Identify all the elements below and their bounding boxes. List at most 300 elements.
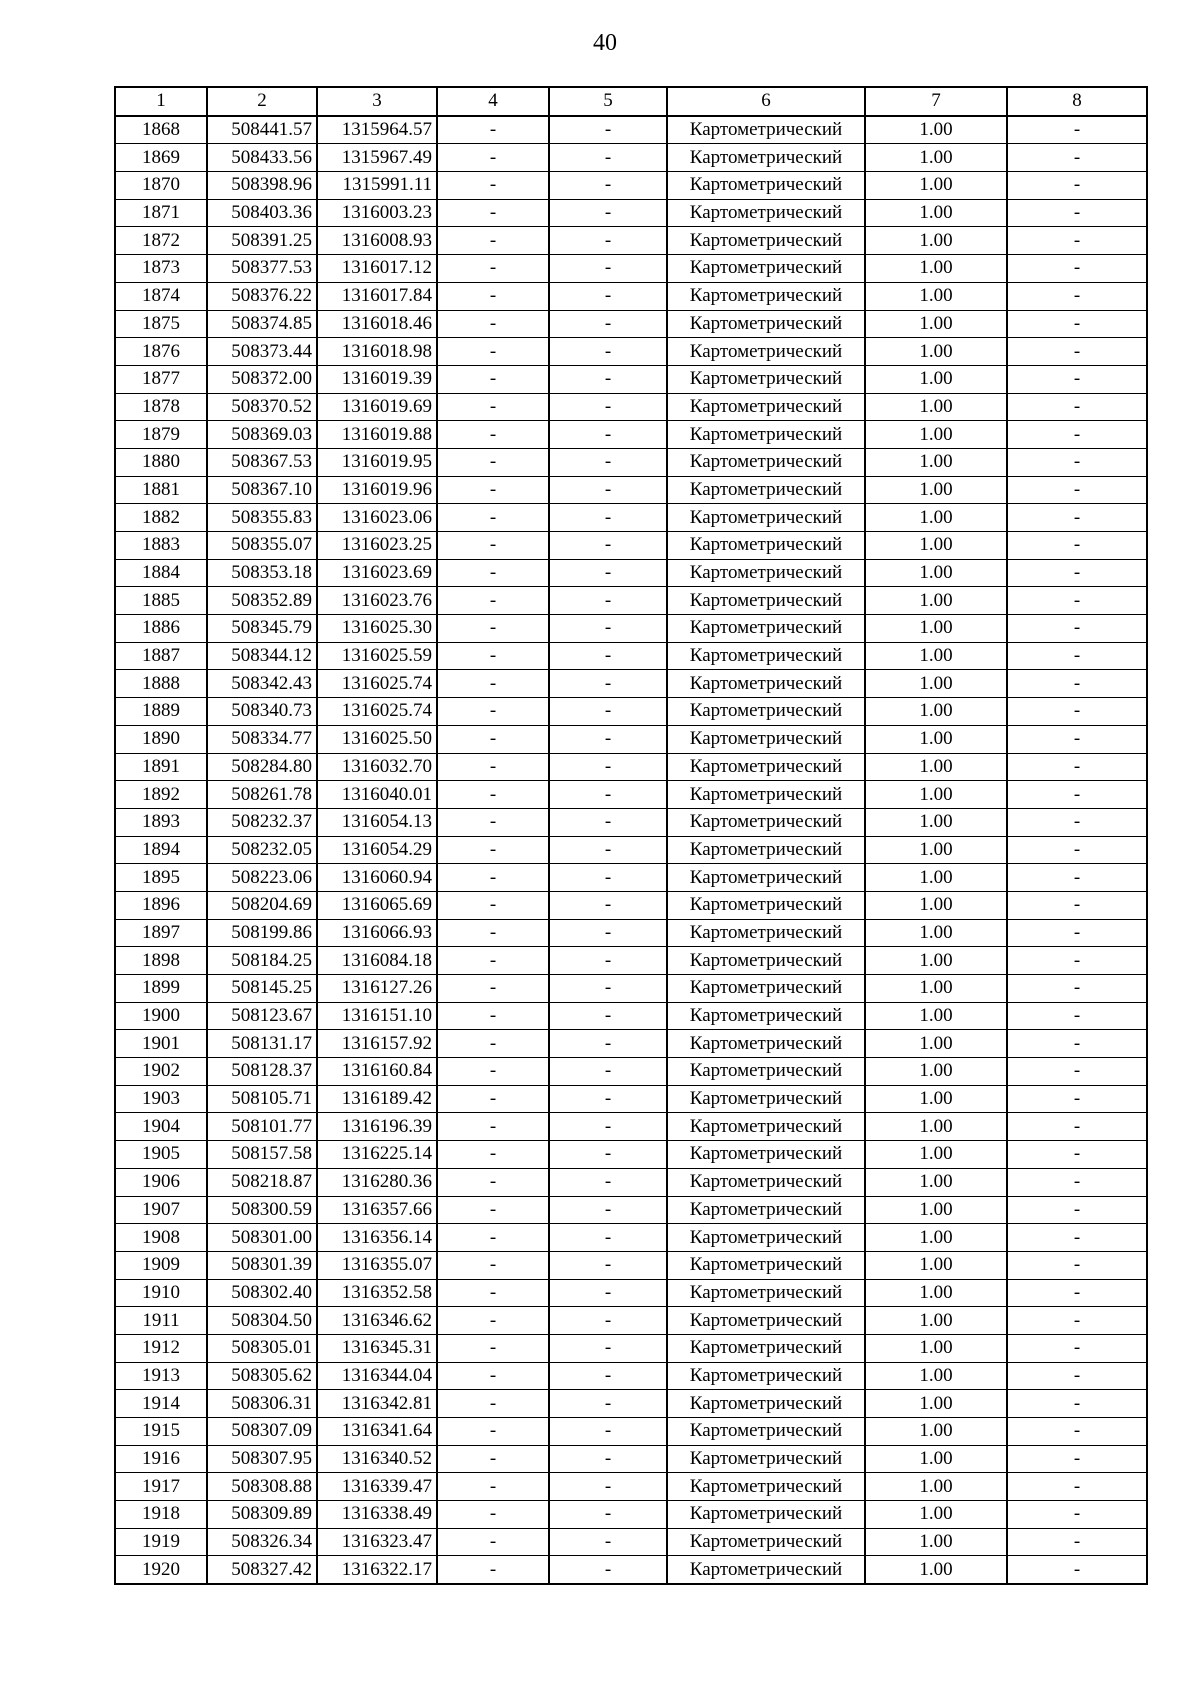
column-header-6: 6 — [667, 87, 865, 116]
coordinates-table — [114, 86, 1148, 1585]
point-number-cell: 1905 — [115, 1141, 207, 1169]
accuracy-cell: 1.00 — [865, 781, 1007, 809]
point-number-cell: 1890 — [115, 725, 207, 753]
col8-cell: - — [1007, 1251, 1147, 1279]
point-number-cell: 1884 — [115, 559, 207, 587]
col5-cell: - — [549, 1445, 667, 1473]
method-cell: Картометрический — [667, 255, 865, 283]
y-coordinate-cell: 1316352.58 — [317, 1279, 437, 1307]
col8-cell: - — [1007, 1002, 1147, 1030]
y-coordinate-cell: 1316025.50 — [317, 725, 437, 753]
method-cell: Картометрический — [667, 1002, 865, 1030]
x-coordinate-cell: 508367.53 — [207, 448, 317, 476]
col4-cell: - — [437, 1251, 549, 1279]
method-cell: Картометрический — [667, 504, 865, 532]
x-coordinate-cell: 508301.39 — [207, 1251, 317, 1279]
x-coordinate-cell: 508307.95 — [207, 1445, 317, 1473]
accuracy-cell: 1.00 — [865, 1473, 1007, 1501]
method-cell: Картометрический — [667, 1058, 865, 1086]
col8-cell: - — [1007, 1224, 1147, 1252]
col8-cell: - — [1007, 753, 1147, 781]
table-row — [115, 642, 1147, 670]
accuracy-cell: 1.00 — [865, 310, 1007, 338]
table-row — [115, 1058, 1147, 1086]
accuracy-cell: 1.00 — [865, 172, 1007, 200]
method-cell: Картометрический — [667, 1418, 865, 1446]
table-row — [115, 1141, 1147, 1169]
point-number-cell: 1917 — [115, 1473, 207, 1501]
accuracy-cell: 1.00 — [865, 116, 1007, 144]
y-coordinate-cell: 1316339.47 — [317, 1473, 437, 1501]
accuracy-cell: 1.00 — [865, 532, 1007, 560]
method-cell: Картометрический — [667, 1141, 865, 1169]
col5-cell: - — [549, 1390, 667, 1418]
accuracy-cell: 1.00 — [865, 836, 1007, 864]
table-row — [115, 421, 1147, 449]
point-number-cell: 1873 — [115, 255, 207, 283]
col8-cell: - — [1007, 1528, 1147, 1556]
point-number-cell: 1918 — [115, 1501, 207, 1529]
method-cell: Картометрический — [667, 808, 865, 836]
x-coordinate-cell: 508261.78 — [207, 781, 317, 809]
col8-cell: - — [1007, 476, 1147, 504]
table-row — [115, 808, 1147, 836]
col8-cell: - — [1007, 698, 1147, 726]
point-number-cell: 1882 — [115, 504, 207, 532]
y-coordinate-cell: 1316054.29 — [317, 836, 437, 864]
table-row — [115, 670, 1147, 698]
point-number-cell: 1915 — [115, 1418, 207, 1446]
x-coordinate-cell: 508204.69 — [207, 891, 317, 919]
table-row — [115, 1168, 1147, 1196]
col5-cell: - — [549, 1141, 667, 1169]
point-number-cell: 1897 — [115, 919, 207, 947]
point-number-cell: 1919 — [115, 1528, 207, 1556]
col8-cell: - — [1007, 587, 1147, 615]
table-row — [115, 1251, 1147, 1279]
col4-cell: - — [437, 698, 549, 726]
point-number-cell: 1895 — [115, 864, 207, 892]
col8-cell: - — [1007, 559, 1147, 587]
col5-cell: - — [549, 864, 667, 892]
col4-cell: - — [437, 1556, 549, 1584]
col8-cell: - — [1007, 116, 1147, 144]
x-coordinate-cell: 508398.96 — [207, 172, 317, 200]
column-header-7: 7 — [865, 87, 1007, 116]
method-cell: Картометрический — [667, 310, 865, 338]
accuracy-cell: 1.00 — [865, 559, 1007, 587]
col4-cell: - — [437, 1030, 549, 1058]
col4-cell: - — [437, 1002, 549, 1030]
table-row — [115, 698, 1147, 726]
col4-cell: - — [437, 1168, 549, 1196]
col5-cell: - — [549, 1030, 667, 1058]
table-row — [115, 1196, 1147, 1224]
y-coordinate-cell: 1316018.46 — [317, 310, 437, 338]
table-row — [115, 1307, 1147, 1335]
col8-cell: - — [1007, 255, 1147, 283]
point-number-cell: 1920 — [115, 1556, 207, 1584]
x-coordinate-cell: 508344.12 — [207, 642, 317, 670]
table-row — [115, 919, 1147, 947]
accuracy-cell: 1.00 — [865, 919, 1007, 947]
point-number-cell: 1911 — [115, 1307, 207, 1335]
table-row — [115, 255, 1147, 283]
col8-cell: - — [1007, 1279, 1147, 1307]
y-coordinate-cell: 1316019.88 — [317, 421, 437, 449]
accuracy-cell: 1.00 — [865, 753, 1007, 781]
x-coordinate-cell: 508370.52 — [207, 393, 317, 421]
col4-cell: - — [437, 1418, 549, 1446]
table-row — [115, 393, 1147, 421]
page-number: 40 — [593, 30, 617, 56]
col5-cell: - — [549, 365, 667, 393]
point-number-cell: 1906 — [115, 1168, 207, 1196]
accuracy-cell: 1.00 — [865, 1501, 1007, 1529]
method-cell: Картометрический — [667, 1445, 865, 1473]
y-coordinate-cell: 1316025.74 — [317, 670, 437, 698]
col5-cell: - — [549, 227, 667, 255]
y-coordinate-cell: 1316023.69 — [317, 559, 437, 587]
col5-cell: - — [549, 670, 667, 698]
method-cell: Картометрический — [667, 891, 865, 919]
col5-cell: - — [549, 1362, 667, 1390]
accuracy-cell: 1.00 — [865, 864, 1007, 892]
col8-cell: - — [1007, 1030, 1147, 1058]
point-number-cell: 1908 — [115, 1224, 207, 1252]
col8-cell: - — [1007, 227, 1147, 255]
col8-cell: - — [1007, 393, 1147, 421]
point-number-cell: 1891 — [115, 753, 207, 781]
method-cell: Картометрический — [667, 421, 865, 449]
x-coordinate-cell: 508218.87 — [207, 1168, 317, 1196]
point-number-cell: 1880 — [115, 448, 207, 476]
col8-cell: - — [1007, 725, 1147, 753]
y-coordinate-cell: 1316066.93 — [317, 919, 437, 947]
table-row — [115, 587, 1147, 615]
col5-cell: - — [549, 1058, 667, 1086]
table-row — [115, 504, 1147, 532]
accuracy-cell: 1.00 — [865, 1334, 1007, 1362]
col8-cell: - — [1007, 310, 1147, 338]
point-number-cell: 1875 — [115, 310, 207, 338]
y-coordinate-cell: 1316338.49 — [317, 1501, 437, 1529]
col4-cell: - — [437, 1085, 549, 1113]
accuracy-cell: 1.00 — [865, 891, 1007, 919]
y-coordinate-cell: 1316025.74 — [317, 698, 437, 726]
y-coordinate-cell: 1316023.25 — [317, 532, 437, 560]
col4-cell: - — [437, 891, 549, 919]
table-row — [115, 1085, 1147, 1113]
table-row — [115, 1556, 1147, 1584]
table-row — [115, 836, 1147, 864]
point-number-cell: 1881 — [115, 476, 207, 504]
table-header-row — [115, 87, 1147, 116]
col4-cell: - — [437, 642, 549, 670]
col4-cell: - — [437, 753, 549, 781]
col4-cell: - — [437, 615, 549, 643]
y-coordinate-cell: 1316157.92 — [317, 1030, 437, 1058]
column-header-2: 2 — [207, 87, 317, 116]
y-coordinate-cell: 1316025.30 — [317, 615, 437, 643]
method-cell: Картометрический — [667, 144, 865, 172]
method-cell: Картометрический — [667, 1251, 865, 1279]
table-row — [115, 172, 1147, 200]
point-number-cell: 1886 — [115, 615, 207, 643]
method-cell: Картометрический — [667, 1196, 865, 1224]
col8-cell: - — [1007, 615, 1147, 643]
accuracy-cell: 1.00 — [865, 476, 1007, 504]
accuracy-cell: 1.00 — [865, 1224, 1007, 1252]
table-row — [115, 365, 1147, 393]
y-coordinate-cell: 1316357.66 — [317, 1196, 437, 1224]
y-coordinate-cell: 1316322.17 — [317, 1556, 437, 1584]
col8-cell: - — [1007, 919, 1147, 947]
col4-cell: - — [437, 255, 549, 283]
col8-cell: - — [1007, 421, 1147, 449]
y-coordinate-cell: 1316054.13 — [317, 808, 437, 836]
col5-cell: - — [549, 919, 667, 947]
col5-cell: - — [549, 1528, 667, 1556]
y-coordinate-cell: 1316019.69 — [317, 393, 437, 421]
accuracy-cell: 1.00 — [865, 1556, 1007, 1584]
table-row — [115, 338, 1147, 366]
table-row — [115, 144, 1147, 172]
point-number-cell: 1901 — [115, 1030, 207, 1058]
x-coordinate-cell: 508391.25 — [207, 227, 317, 255]
table-row — [115, 227, 1147, 255]
col5-cell: - — [549, 1251, 667, 1279]
method-cell: Картометрический — [667, 1224, 865, 1252]
y-coordinate-cell: 1316323.47 — [317, 1528, 437, 1556]
point-number-cell: 1877 — [115, 365, 207, 393]
method-cell: Картометрический — [667, 338, 865, 366]
col4-cell: - — [437, 338, 549, 366]
x-coordinate-cell: 508342.43 — [207, 670, 317, 698]
col8-cell: - — [1007, 781, 1147, 809]
point-number-cell: 1879 — [115, 421, 207, 449]
accuracy-cell: 1.00 — [865, 725, 1007, 753]
x-coordinate-cell: 508305.62 — [207, 1362, 317, 1390]
y-coordinate-cell: 1316340.52 — [317, 1445, 437, 1473]
y-coordinate-cell: 1316151.10 — [317, 1002, 437, 1030]
y-coordinate-cell: 1316040.01 — [317, 781, 437, 809]
accuracy-cell: 1.00 — [865, 1141, 1007, 1169]
method-cell: Картометрический — [667, 448, 865, 476]
x-coordinate-cell: 508101.77 — [207, 1113, 317, 1141]
x-coordinate-cell: 508441.57 — [207, 116, 317, 144]
accuracy-cell: 1.00 — [865, 1390, 1007, 1418]
col4-cell: - — [437, 144, 549, 172]
method-cell: Картометрический — [667, 975, 865, 1003]
col5-cell: - — [549, 725, 667, 753]
accuracy-cell: 1.00 — [865, 227, 1007, 255]
y-coordinate-cell: 1316025.59 — [317, 642, 437, 670]
x-coordinate-cell: 508232.05 — [207, 836, 317, 864]
accuracy-cell: 1.00 — [865, 975, 1007, 1003]
x-coordinate-cell: 508304.50 — [207, 1307, 317, 1335]
accuracy-cell: 1.00 — [865, 1058, 1007, 1086]
method-cell: Картометрический — [667, 1334, 865, 1362]
method-cell: Картометрический — [667, 365, 865, 393]
col5-cell: - — [549, 476, 667, 504]
x-coordinate-cell: 508307.09 — [207, 1418, 317, 1446]
col5-cell: - — [549, 448, 667, 476]
accuracy-cell: 1.00 — [865, 1362, 1007, 1390]
col8-cell: - — [1007, 1141, 1147, 1169]
col5-cell: - — [549, 1224, 667, 1252]
col5-cell: - — [549, 199, 667, 227]
method-cell: Картометрический — [667, 725, 865, 753]
table-row — [115, 448, 1147, 476]
accuracy-cell: 1.00 — [865, 144, 1007, 172]
method-cell: Картометрический — [667, 753, 865, 781]
x-coordinate-cell: 508232.37 — [207, 808, 317, 836]
accuracy-cell: 1.00 — [865, 1113, 1007, 1141]
x-coordinate-cell: 508377.53 — [207, 255, 317, 283]
col4-cell: - — [437, 504, 549, 532]
col4-cell: - — [437, 1445, 549, 1473]
x-coordinate-cell: 508223.06 — [207, 864, 317, 892]
col4-cell: - — [437, 1473, 549, 1501]
method-cell: Картометрический — [667, 947, 865, 975]
col8-cell: - — [1007, 642, 1147, 670]
col4-cell: - — [437, 1528, 549, 1556]
x-coordinate-cell: 508376.22 — [207, 282, 317, 310]
accuracy-cell: 1.00 — [865, 1196, 1007, 1224]
col5-cell: - — [549, 282, 667, 310]
table-row — [115, 1113, 1147, 1141]
col8-cell: - — [1007, 947, 1147, 975]
column-header-5: 5 — [549, 87, 667, 116]
y-coordinate-cell: 1316356.14 — [317, 1224, 437, 1252]
x-coordinate-cell: 508199.86 — [207, 919, 317, 947]
y-coordinate-cell: 1316003.23 — [317, 199, 437, 227]
col8-cell: - — [1007, 1085, 1147, 1113]
col5-cell: - — [549, 504, 667, 532]
accuracy-cell: 1.00 — [865, 1418, 1007, 1446]
accuracy-cell: 1.00 — [865, 393, 1007, 421]
col4-cell: - — [437, 587, 549, 615]
point-number-cell: 1885 — [115, 587, 207, 615]
col5-cell: - — [549, 532, 667, 560]
method-cell: Картометрический — [667, 836, 865, 864]
method-cell: Картометрический — [667, 698, 865, 726]
col5-cell: - — [549, 808, 667, 836]
table-row — [115, 1362, 1147, 1390]
method-cell: Картометрический — [667, 476, 865, 504]
table-row — [115, 781, 1147, 809]
col4-cell: - — [437, 1307, 549, 1335]
col5-cell: - — [549, 642, 667, 670]
y-coordinate-cell: 1316065.69 — [317, 891, 437, 919]
method-cell: Картометрический — [667, 864, 865, 892]
y-coordinate-cell: 1316189.42 — [317, 1085, 437, 1113]
col8-cell: - — [1007, 808, 1147, 836]
accuracy-cell: 1.00 — [865, 1030, 1007, 1058]
point-number-cell: 1876 — [115, 338, 207, 366]
col5-cell: - — [549, 975, 667, 1003]
table-row — [115, 476, 1147, 504]
col5-cell: - — [549, 116, 667, 144]
table-row — [115, 725, 1147, 753]
table-body — [115, 116, 1147, 1584]
x-coordinate-cell: 508145.25 — [207, 975, 317, 1003]
accuracy-cell: 1.00 — [865, 670, 1007, 698]
method-cell: Картометрический — [667, 393, 865, 421]
x-coordinate-cell: 508128.37 — [207, 1058, 317, 1086]
col4-cell: - — [437, 808, 549, 836]
x-coordinate-cell: 508355.07 — [207, 532, 317, 560]
accuracy-cell: 1.00 — [865, 947, 1007, 975]
method-cell: Картометрический — [667, 1030, 865, 1058]
x-coordinate-cell: 508326.34 — [207, 1528, 317, 1556]
accuracy-cell: 1.00 — [865, 1002, 1007, 1030]
y-coordinate-cell: 1316017.84 — [317, 282, 437, 310]
method-cell: Картометрический — [667, 781, 865, 809]
method-cell: Картометрический — [667, 1473, 865, 1501]
col8-cell: - — [1007, 338, 1147, 366]
point-number-cell: 1894 — [115, 836, 207, 864]
col4-cell: - — [437, 532, 549, 560]
accuracy-cell: 1.00 — [865, 199, 1007, 227]
col4-cell: - — [437, 476, 549, 504]
col5-cell: - — [549, 172, 667, 200]
col4-cell: - — [437, 1390, 549, 1418]
col8-cell: - — [1007, 365, 1147, 393]
table-row — [115, 947, 1147, 975]
y-coordinate-cell: 1316225.14 — [317, 1141, 437, 1169]
col4-cell: - — [437, 919, 549, 947]
col5-cell: - — [549, 559, 667, 587]
column-header-1: 1 — [115, 87, 207, 116]
table-row — [115, 199, 1147, 227]
x-coordinate-cell: 508433.56 — [207, 144, 317, 172]
x-coordinate-cell: 508105.71 — [207, 1085, 317, 1113]
point-number-cell: 1900 — [115, 1002, 207, 1030]
y-coordinate-cell: 1316196.39 — [317, 1113, 437, 1141]
col5-cell: - — [549, 947, 667, 975]
accuracy-cell: 1.00 — [865, 1528, 1007, 1556]
col4-cell: - — [437, 1224, 549, 1252]
method-cell: Картометрический — [667, 1279, 865, 1307]
method-cell: Картометрический — [667, 670, 865, 698]
method-cell: Картометрический — [667, 615, 865, 643]
table-row — [115, 1528, 1147, 1556]
col8-cell: - — [1007, 144, 1147, 172]
col5-cell: - — [549, 587, 667, 615]
method-cell: Картометрический — [667, 1362, 865, 1390]
col4-cell: - — [437, 864, 549, 892]
y-coordinate-cell: 1316084.18 — [317, 947, 437, 975]
col5-cell: - — [549, 393, 667, 421]
table-row — [115, 1501, 1147, 1529]
point-number-cell: 1907 — [115, 1196, 207, 1224]
table-row — [115, 1418, 1147, 1446]
method-cell: Картометрический — [667, 116, 865, 144]
method-cell: Картометрический — [667, 1501, 865, 1529]
col5-cell: - — [549, 338, 667, 366]
col8-cell: - — [1007, 1418, 1147, 1446]
table-row — [115, 1390, 1147, 1418]
col4-cell: - — [437, 975, 549, 1003]
col4-cell: - — [437, 1279, 549, 1307]
y-coordinate-cell: 1315964.57 — [317, 116, 437, 144]
col8-cell: - — [1007, 1362, 1147, 1390]
accuracy-cell: 1.00 — [865, 698, 1007, 726]
point-number-cell: 1893 — [115, 808, 207, 836]
accuracy-cell: 1.00 — [865, 448, 1007, 476]
